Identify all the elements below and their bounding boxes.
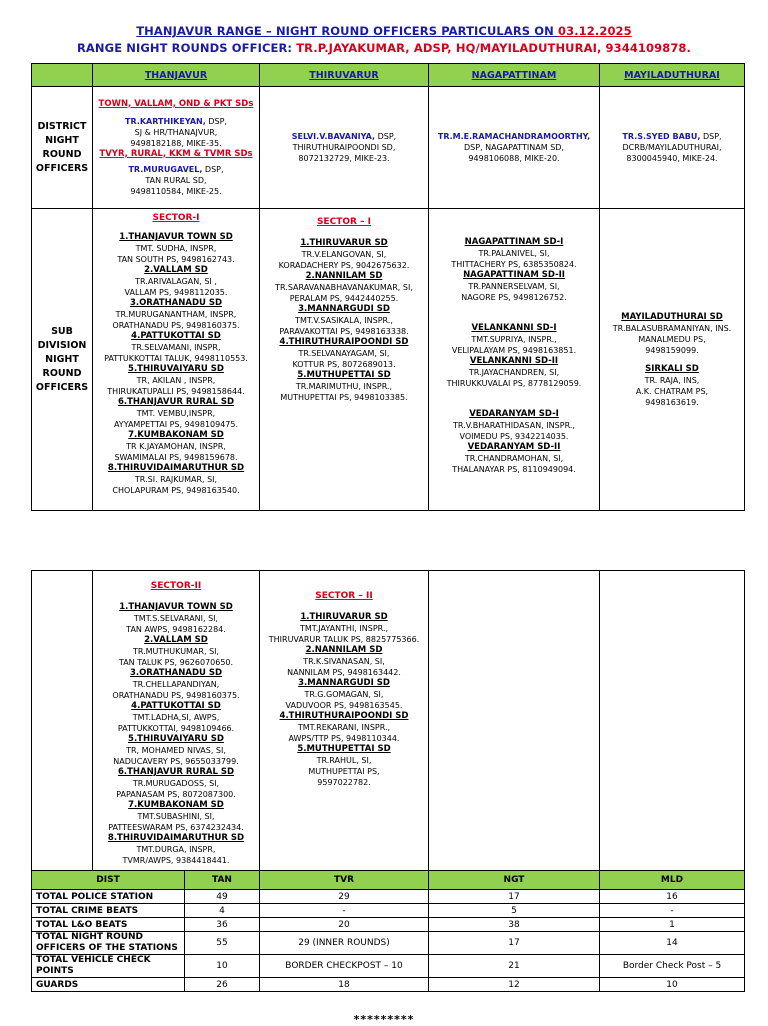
table-row: TOTAL VEHICLE CHECK POINTS 10 BORDER CHECKPOST – 10 21 Border Check Post – 5 (32, 955, 745, 978)
summary-header-row (32, 871, 745, 890)
summary-table (31, 870, 745, 992)
table-header-row (32, 64, 745, 87)
officer-name: TR.M.E.RAMACHANDRAMOORTHY, (437, 132, 591, 141)
footer-stars: ********* (353, 1013, 415, 1026)
summary-header-tan: TAN (185, 871, 260, 890)
subdivision-row (32, 209, 745, 511)
table-row: TOTAL POLICE STATION 49 29 17 16 (32, 890, 745, 904)
table-row: TOTAL CRIME BEATS 4 - 5 - (32, 904, 745, 918)
district-row-label: DISTRICT NIGHT ROUND OFFICERS (32, 87, 93, 209)
table-row: TOTAL L&O BEATS 36 20 38 1 (32, 918, 745, 932)
sector-heading: SECTOR-II (150, 581, 202, 591)
sector2-thanjavur-cell: SECTOR-II 1.THANJAVUR TOWN SD TMT.S.SELVARANI, SI, TAN AWPS, 9498162284. 2.VALLAM SD TR.MUTHUKUMAR, SI, TAN TALUK PS, 9626070650. 3.ORATHANADU SD TR.CHELLAPANDIYAN, ORATHANADU PS, 9498160375. 4.PATTUKOTTAI SD TMT.LADHA,SI, AWPS, PATTUKKOTTAI, 9498109466. 5.THIRUVAIYARU SD TR, MOHAMED NIVAS, SI, NADUCAVERY PS, 9655033799. 6.THANJAVUR RURAL SD TR.MURUGADOSS, SI, PAPANASAM PS, 8072087300. 7.KUMBAKONAM SD TMT.SUBASHINI, SI, PATTEESWARAM PS, 6374232434. 8.THIRUVIDAIMARUTHUR SD TMT.DURGA, INSPR, TVMR/AWPS, 9384418441. (93, 571, 260, 871)
col-header-nagapattinam: NAGAPATTINAM (429, 64, 600, 87)
summary-header-ngt: NGT (429, 871, 600, 890)
district-row (32, 87, 745, 209)
officers-table-1 (31, 63, 745, 511)
group-2-heading: TVYR, RURAL, KKM & TVMR SDs (99, 148, 253, 159)
officer-name: SELVI.V.BAVANIYA, (291, 132, 376, 141)
title-prefix: THANJAVUR RANGE – NIGHT ROUND OFFICERS PARTICULARS ON (136, 24, 558, 38)
sector2-row (32, 571, 745, 871)
summary-header-dist: DIST (32, 871, 185, 890)
group-1-heading: TOWN, VALLAM, OND & PKT SDs (98, 98, 254, 109)
sub-thanjavur-cell: SECTOR-I 1.THANJAVUR TOWN SD TMT. SUDHA, INSPR, TAN SOUTH PS, 9498162743. 2.VALLAM SD TR.ARIVALAGAN, SI , VALLAM PS, 9498112035. 3.ORATHANADU SD TR.MURUGANANTHAM, INSPR, ORATHANADU PS, 9498160375. 4.PATTUKOTTAI SD TR.SELVAMANI, INSPR, PATTUKKOTTAI TALUK, 9498110553. 5.THIRUVAIYARU SD TR, AKILAN , INSPR, THIRUKATUPALLI PS, 9498158644. 6.THANJAVUR RURAL SD TMT. VEMBU,INSPR, AYYAMPETTAI PS, 9498109475. 7.KUMBAKONAM SD TR K.JAYAMOHAN, INSPR, SWAMIMALAI PS, 9498159678. 8.THIRUVIDAIMARUTHUR SD TR.SI. RAJKUMAR, SI, CHOLAPURAM PS, 9498163540. (93, 209, 260, 511)
officer-name: TR.S.SYED BABU, (622, 132, 701, 141)
table-row: TOTAL NIGHT ROUND OFFICERS OF THE STATIONS 55 29 (INNER ROUNDS) 17 14 (32, 932, 745, 955)
col-header-mayiladuthurai: MAYILADUTHURAI (600, 64, 745, 87)
col-header-thiruvarur: THIRUVARUR (260, 64, 429, 87)
col-header-thanjavur: THANJAVUR (93, 64, 260, 87)
blank-header-cell (32, 64, 93, 87)
sector-heading: SECTOR – II (315, 591, 373, 601)
officer-name: TR.KARTHIKEYAN, (125, 116, 206, 126)
table-row: GUARDS 26 18 12 10 (32, 978, 745, 992)
sector2-mayiladuthurai-blank (600, 571, 745, 871)
sub-thiruvarur-cell: SECTOR – I 1.THIRUVARUR SD TR.V.ELANGOVAN, SI, KORADACHERY PS, 9042675632. 2.NANNILAM SD TR.SARAVANABHAVANAKUMAR, SI, PERALAM PS, 9442440255. 3.MANNARGUDI SD TMT.V.SASIKALA, INSPR., PARAVAKOTTAI PS, 9498163338. 4.THIRUTHURAIPOONDI SD TR.SELVANAYAGAM, SI, KOTTUR PS, 8072689013. 5.MUTHUPETTAI SD TR.MARIMUTHU, INSPR., MUTHUPETTAI PS, 9498103385. (260, 209, 429, 511)
officer-name: TR.MURUGAVEL, (128, 164, 203, 174)
title-line-1 (0, 24, 768, 38)
officers-table-2 (31, 570, 745, 871)
district-mayiladuthurai-cell: TR.S.SYED BABU, DSP, DCRB/MAYILADUTHURAI, 8300045940, MIKE-24. (600, 87, 745, 209)
summary-header-mld: MLD (600, 871, 745, 890)
district-nagapattinam-cell: TR.M.E.RAMACHANDRAMOORTHY, DSP, NAGAPATTINAM SD, 9498106088, MIKE-20. (429, 87, 600, 209)
district-thanjavur-cell: TOWN, VALLAM, OND & PKT SDs TR.KARTHIKEYAN, DSP, SJ & HR/THANAJVUR, 9498182188, MIKE-35. TVYR, RURAL, KKM & TVMR SDs TR.MURUGAVEL, DSP, TAN RURAL SD, 9498110584, MIKE-25. (93, 87, 260, 209)
subdivision-row-label: SUB DIVISION NIGHT ROUND OFFICERS (32, 209, 93, 511)
title-date: 03.12.2025 (558, 24, 632, 38)
summary-header-tvr: TVR (260, 871, 429, 890)
sector2-nagapattinam-blank (429, 571, 600, 871)
sub-nagapattinam-cell: NAGAPATTINAM SD-I TR.PALANIVEL, SI, THITTACHERY PS, 6385350824. NAGAPATTINAM SD-II TR.PANNERSELVAM, SI, NAGORE PS, 9498126752. VELANKANNI SD-I TMT.SUPRIYA, INSPR., VELIPALAYAM PS, 9498163851. VELANKANNI SD-II TR.JAYACHANDREN, SI, THIRUKKUVALAI PS, 8778129059. VEDARANYAM SD-I TR.V.BHARATHIDASAN, INSPR., VOIMEDU PS, 9342214035. VEDARANYAM SD-II TR.CHANDRAMOHAN, SI, THALANAYAR PS, 8110949094. (429, 209, 600, 511)
sector2-blank-label (32, 571, 93, 871)
title-line-2 (0, 41, 768, 55)
district-thiruvarur-cell: SELVI.V.BAVANIYA, DSP, THIRUTHURAIPOONDI SD, 8072132729, MIKE-23. (260, 87, 429, 209)
range-officer-name: TR.P.JAYAKUMAR, ADSP, HQ/MAYILADUTHURAI, 9344109878. (296, 41, 692, 55)
sector2-thiruvarur-cell: SECTOR – II 1.THIRUVARUR SD TMT.JAYANTHI, INSPR., THIRUVARUR TALUK PS, 8825775366. 2.NANNILAM SD TR.K.SIVANASAN, SI, NANNILAM PS, 9498163442. 3.MANNARGUDI SD TR.G.GOMAGAN, SI, VADUVOOR PS, 9498163545. 4.THIRUTHURAIPOONDI SD TMT.REKARANI, INSPR., AWPS/TTP PS, 9498110344. 5.MUTHUPETTAI SD TR.RAHUL, SI, MUTHUPETTAI PS, 9597022782. (260, 571, 429, 871)
sector-heading: SECTOR – I (316, 217, 372, 227)
sector-heading: SECTOR-I (152, 213, 200, 223)
sub-mayiladuthurai-cell: MAYILADUTHURAI SD TR.BALASUBRAMANIYAN, INS. MANALMEDU PS, 9498159099. SIRKALI SD TR. RAJA, INS, A.K. CHATRAM PS, 9498163619. (600, 209, 745, 511)
range-officer-prefix: RANGE NIGHT ROUNDS OFFICER: (76, 41, 297, 55)
